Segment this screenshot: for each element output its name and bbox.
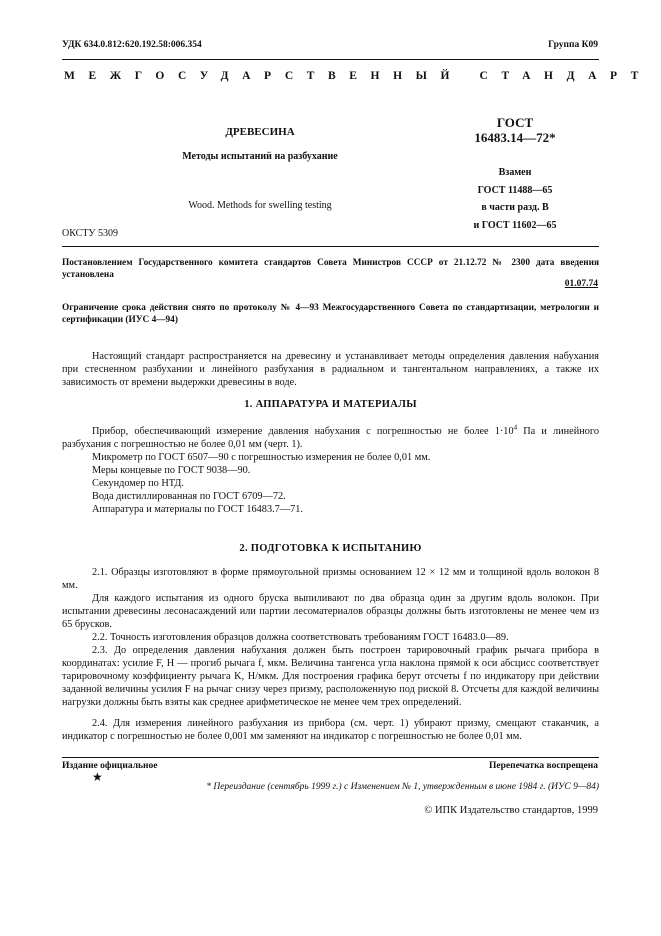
reissue-note: * Переиздание (сентябрь 1999 г.) с Изменением № 1, утвержденным в июне 1984 г. (ИУС 9—84) [206, 782, 599, 792]
decree-text: Постановлением Государственного комитета стандартов Совета Министров СССР от 21.12.72 № 2300 дата введения установлена [62, 258, 599, 280]
intro-paragraph: Настоящий стандарт распространяется на древесину и устанавливает методы определения давления набухания при стесненном разбухании и линейного разбухания в радиальном и тангентальном направлениях, а также их зависимость от времени выдержки древесины в воде. [62, 351, 599, 389]
standard-banner: МЕЖГОСУДАРСТВЕННЫЙ СТАНДАРТ [64, 70, 653, 82]
clause-2-4: 2.4. Для измерения линейного разбухания из прибора (см. черт. 1) убирают призму, смещают стаканчик, а индикатор с погрешностью не более 0,001 мм заменяют на индикатор с погрешностью не более 0,01 мм. [62, 718, 599, 743]
equipment-item: Вода дистиллированная по ГОСТ 6709—72. [92, 491, 286, 503]
header-rule [62, 59, 599, 60]
star-icon: ★ [92, 770, 103, 784]
english-title: Wood. Methods for swelling testing [188, 200, 332, 211]
gost-label: ГОСТ [496, 115, 534, 130]
p1-text: Прибор, обеспечивающий измерение давления набухания с погрешностью не более 1·10 [92, 426, 514, 437]
equipment-item: Секундомер по НТД. [92, 478, 184, 490]
equipment-item: Микрометр по ГОСТ 6507—90 с погрешностью измерения не более 0,01 мм. [92, 452, 431, 463]
equipment-item: Аппаратура и материалы по ГОСТ 16483.7—71. [92, 504, 303, 516]
okstu-code: ОКСТУ 5309 [62, 228, 119, 239]
official-edition: Издание официальное [62, 761, 158, 771]
replaces-line: ГОСТ 11488—65 [477, 184, 553, 196]
replaces-block [440, 164, 590, 234]
equipment-item: Меры концевые по ГОСТ 9038—90. [92, 465, 251, 477]
replaces-line: Взамен [498, 167, 532, 178]
reprint-notice: Перепечатка воспрещена [488, 761, 598, 771]
clause-2-3: 2.3. До определения давления набухания должен быть построен тарировочный график рычага прибора в координатах: усилие F, Н — прогиб рычага f, мкм. Величина тангенса угла наклона прямой к оси абсцисс соответствует тарировочному коэффициенту рычага K, Н/мкм. Для построения графика берут отсчеты f по индикатору при действии заданной величины усилия F на рычаг снизу через призму, расположенную под риской 8. Отсчеты для каждой величины нагрузки должны быть взяты как среднее арифметическое не менее чем трех определений. [62, 645, 599, 709]
gost-number: 16483.14—72* [474, 130, 556, 145]
limitation-text: Ограничение срока действия снято по протоколу № 4—93 Межгосударственного Совета по стандартизации, метрологии и сертификации (ИУС 4—94) [62, 303, 599, 325]
clause-2-1-continued: Для каждого испытания из одного бруска выпиливают по два образца один за другим вдоль волокон. При испытании древесины лесонасаждений или партии лесоматериалов образцы должны быть изготовлены не менее чем из 65 брусков. [62, 593, 599, 631]
group-code: Группа К09 [548, 40, 598, 50]
clause-2-1: 2.1. Образцы изготовляют в форме прямоугольной призмы основанием 12 × 12 мм и толщиной вдоль волокон 8 мм. [62, 567, 599, 592]
effective-date: 01.07.74 [564, 279, 598, 289]
title-rule [62, 246, 599, 247]
udk-code: УДК 634.0.812:620.192.58:006.354 [62, 40, 202, 50]
p1-text-tail: Па и линейного разбухания с погрешностью не более 0,01 мм (черт. 1). [62, 426, 599, 451]
section-1-paragraph [62, 425, 599, 451]
replaces-line: и ГОСТ 11602—65 [473, 219, 557, 231]
copyright: © ИПК Издательство стандартов, 1999 [424, 805, 598, 816]
section-1-heading: 1. АППАРАТУРА И МАТЕРИАЛЫ [244, 399, 417, 410]
clause-2-2: 2.2. Точность изготовления образцов должна соответствовать требованиям ГОСТ 16483.0—89. [92, 632, 509, 643]
section-2-heading: 2. ПОДГОТОВКА К ИСПЫТАНИЮ [239, 543, 422, 554]
document-title: ДРЕВЕСИНА [225, 126, 295, 138]
document-subtitle: Методы испытаний на разбухание [182, 151, 338, 162]
footer-rule [62, 757, 599, 758]
equipment-list [92, 451, 599, 516]
p1-exponent: 4 [513, 423, 518, 432]
replaces-line: в части разд. В [481, 202, 549, 213]
